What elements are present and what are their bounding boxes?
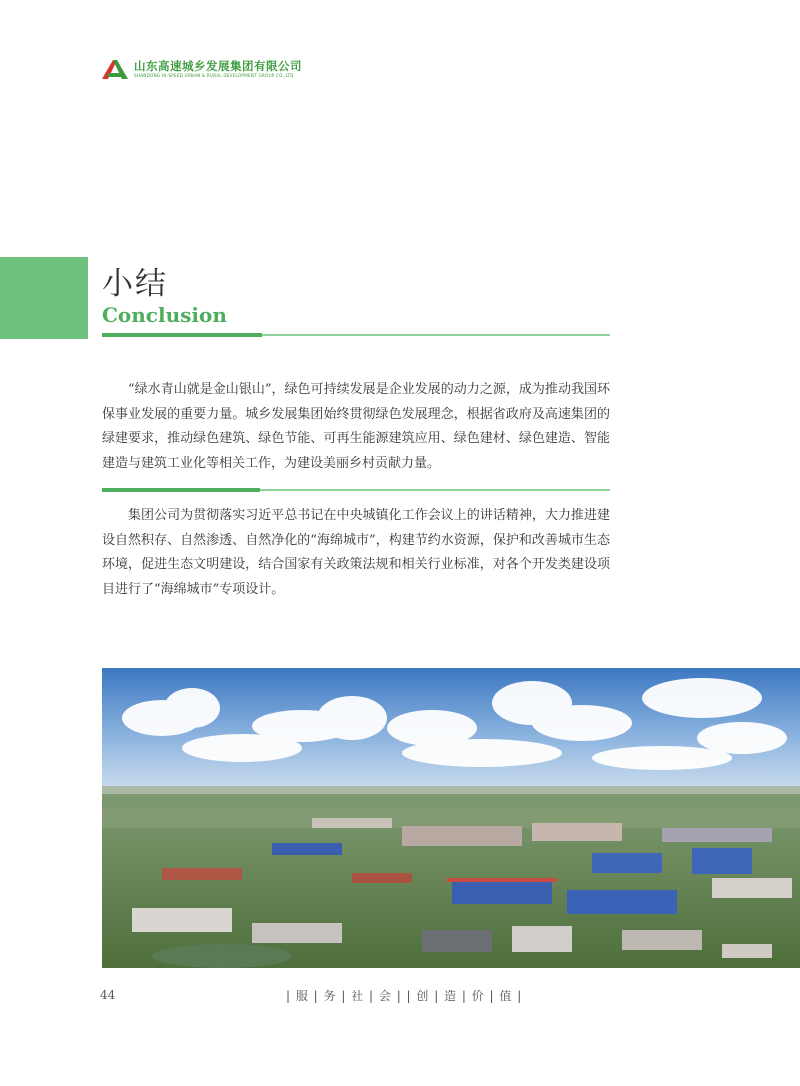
footer-slogan: | 服 | 务 | 社 | 会 | | 创 | 造 | 价 | 值 | bbox=[286, 989, 523, 1003]
section-title-en: Conclusion bbox=[102, 303, 227, 327]
title-divider bbox=[102, 334, 610, 336]
aerial-town-photo bbox=[102, 668, 800, 968]
paragraph-2: 集团公司为贯彻落实习近平总书记在中央城镇化工作会议上的讲话精神，大力推进建设自然积存、自然渗透、自然净化的“海绵城市”，构建节约水资源，保护和改善城市生态环境，促进生态文明建设，结合国家有关政策法规和相关行业标准，对各个开发类建设项目进行了“海绵城市”专项设计。 bbox=[102, 508, 610, 597]
logo-company-name-en: SHANDONG HI-SPEED URBAN & RURAL DEVELOPMENT GROUP CO.,LTD bbox=[134, 72, 294, 78]
paragraph-1: “绿水青山就是金山银山”，绿色可持续发展是企业发展的动力之源，成为推动我国环保事业发展的重要力量。城乡发展集团始终贯彻绿色发展理念，根据省政府及高速集团的绿建要求，推动绿色建筑、绿色节能、可再生能源建筑应用、绿色建材、绿色建造、智能建造与建筑工业化等相关工作，为建设美丽乡村贡献力量。 bbox=[102, 382, 610, 471]
paragraph-divider bbox=[102, 489, 610, 491]
logo-company-name-cn: 山东高速城乡发展集团有限公司 bbox=[134, 58, 302, 73]
logo-mark-icon bbox=[100, 58, 130, 80]
page-number: 44 bbox=[100, 988, 116, 1002]
company-logo bbox=[100, 58, 302, 80]
section-title-cn: 小结 bbox=[102, 266, 168, 302]
section-accent-block bbox=[0, 257, 88, 339]
